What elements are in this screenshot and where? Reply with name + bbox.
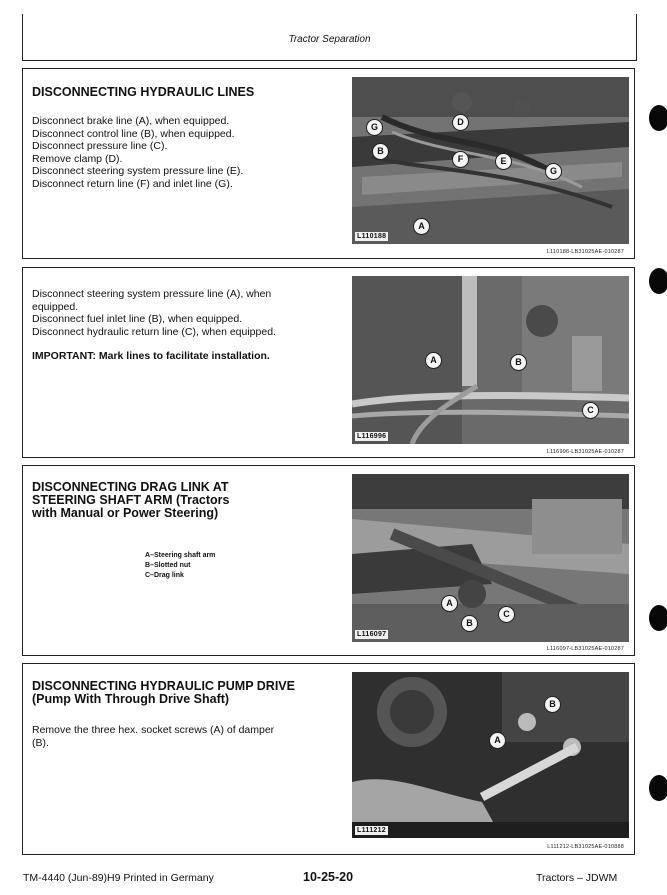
page-header	[22, 14, 637, 61]
binder-hole	[649, 105, 667, 131]
section-title: DISCONNECTING HYDRAULIC LINES	[32, 85, 255, 99]
callout-a: A	[413, 218, 430, 235]
figure-reference: L111212-LB31025AE-010888	[547, 844, 624, 850]
figure-legend	[145, 551, 215, 581]
binder-hole	[649, 775, 667, 801]
callout-c: C	[498, 606, 515, 623]
body-line: Disconnect steering system pressure line (A), when	[32, 288, 272, 300]
body-line: Disconnect hydraulic return line (C), when equipped.	[32, 325, 276, 338]
photo-id-label: L110188	[357, 233, 387, 240]
legend-item: C–Drag link	[145, 572, 184, 579]
body-line: (B).	[32, 736, 49, 749]
figure-photo	[352, 276, 629, 444]
callout-b: B	[372, 143, 389, 160]
section-title: DISCONNECTING HYDRAULIC PUMP DRIVE (Pump With Through Drive Shaft)	[32, 679, 295, 706]
body-line: Disconnect steering system pressure line (E).	[32, 165, 244, 177]
photo-id-label: L111212	[357, 827, 386, 834]
callout-a: A	[425, 352, 442, 369]
figure-photo	[352, 672, 629, 838]
body-line: Disconnect fuel inlet line (B), when equipped.	[32, 313, 243, 325]
callout-a: A	[441, 595, 458, 612]
callout-b: B	[510, 354, 527, 371]
callout-g: G	[366, 119, 383, 136]
section-hydraulic-pump-drive	[22, 663, 635, 855]
body-line: Disconnect control line (B), when equipped.	[32, 127, 235, 140]
section-title: DISCONNECTING DRAG LINK AT STEERING SHAFT ARM (Tractors with Manual or Power Steering)	[32, 480, 230, 520]
callout-d: D	[452, 114, 469, 131]
body-line: Remove clamp (D).	[32, 152, 123, 165]
body-line: Disconnect brake line (A), when equipped.	[32, 115, 230, 127]
footer-manual-info: TM-4440 (Jun-89)H9 Printed in Germany	[23, 872, 214, 884]
body-line: Remove the three hex. socket screws (A) of damper	[32, 724, 275, 736]
callout-g: G	[545, 163, 562, 180]
photo-illustration	[352, 672, 629, 838]
body-line: equipped.	[32, 300, 79, 313]
footer-publication: Tractors – JDWM	[536, 872, 618, 884]
callout-e: E	[495, 153, 512, 170]
photo-id-label: L116097	[357, 631, 387, 638]
header-title: Tractor Separation	[288, 34, 371, 45]
photo-illustration	[352, 474, 629, 642]
body-line: Disconnect return line (F) and inlet line (G).	[32, 177, 233, 190]
photo-illustration	[352, 77, 629, 244]
photo-id-label: L116996	[357, 433, 387, 440]
section-body	[32, 288, 276, 363]
legend-item: B–Slotted nut	[145, 562, 191, 569]
section-hydraulic-lines	[22, 68, 635, 259]
callout-b: B	[544, 696, 561, 713]
important-note: IMPORTANT: Mark lines to facilitate installation.	[32, 350, 270, 362]
callout-f: F	[452, 151, 469, 168]
callout-a: A	[489, 732, 506, 749]
section-steering-fuel-lines	[22, 267, 635, 458]
section-body	[32, 724, 274, 749]
figure-reference: L110188-LB31025AE-010287	[546, 249, 624, 255]
legend-item: A–Steering shaft arm	[145, 552, 216, 559]
callout-c: C	[582, 402, 599, 419]
section-drag-link	[22, 465, 635, 656]
binder-hole	[649, 268, 667, 294]
figure-photo	[352, 474, 629, 642]
figure-reference: L116097-LB31025AE-010287	[546, 646, 624, 652]
figure-reference: L116996-LB31025AE-010287	[546, 449, 624, 455]
photo-illustration	[352, 276, 629, 444]
footer-page-number: 10-25-20	[303, 870, 354, 884]
binder-hole	[649, 605, 667, 631]
section-body	[32, 115, 243, 190]
callout-b: B	[461, 615, 478, 632]
body-line: Disconnect pressure line (C).	[32, 140, 168, 152]
figure-photo	[352, 77, 629, 244]
